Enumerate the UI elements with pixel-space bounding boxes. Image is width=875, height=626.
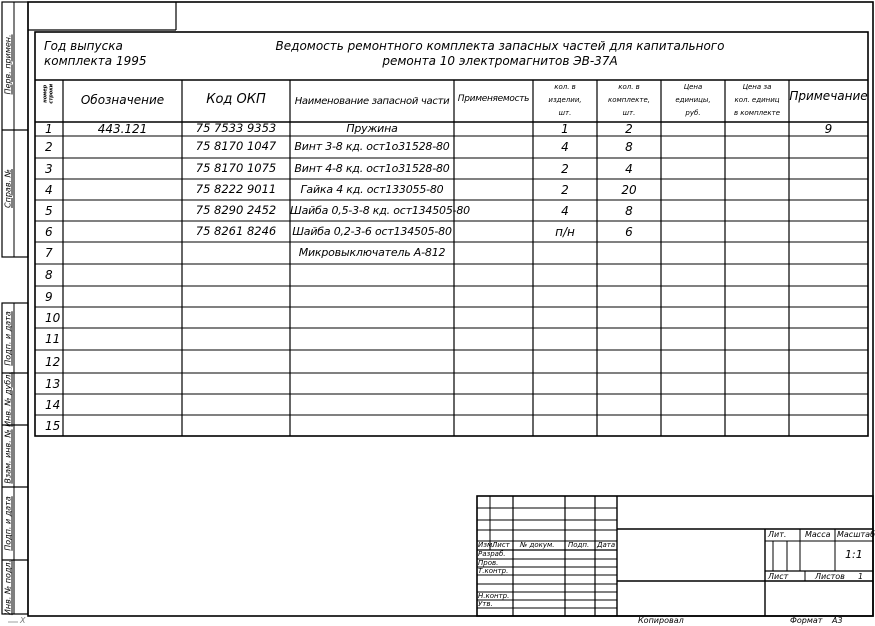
cell-name: Пружина: [346, 122, 398, 135]
tb-massa: Масса: [805, 530, 831, 539]
tb-razrab: Разраб.: [478, 550, 506, 558]
footer-format: Формат: [790, 616, 823, 625]
tb-scale-value: 1:1: [845, 548, 863, 561]
col-row-number: номер строки: [42, 83, 54, 104]
document-title-line1: Ведомость ремонтного комплекта запасных частей для капитального: [275, 39, 725, 53]
cell-n: 3: [45, 161, 53, 176]
cell-okp: 75 7533 9353: [195, 121, 277, 135]
cell-name: Винт 4-8 кд. ост1о31528-80: [294, 161, 450, 175]
strip-ref-number: Справ. №: [3, 169, 13, 208]
col-qty-product: кол. в изделии, шт.: [548, 83, 582, 117]
col-kit-price: Цена за кол. единиц в комплекте: [733, 83, 781, 117]
cell-name: Микровыключатель А-812: [298, 246, 446, 259]
cell-n: 9: [45, 289, 53, 304]
col-okp-code: Код ОКП: [206, 92, 266, 107]
cell-qty-product: 2: [561, 182, 569, 197]
tb-prov: Пров.: [478, 559, 499, 567]
cell-name: Шайба 0,2-3-6 ост134505-80: [292, 224, 452, 238]
strip-dup-inv: Инв. № дубл.: [3, 372, 13, 427]
cell-okp: 75 8290 2452: [195, 202, 277, 217]
cell-okp: 75 8222 9011: [195, 181, 277, 196]
tb-sheets: Листов: [815, 572, 845, 581]
strip-sign-date-1: Подп. и дата: [3, 311, 13, 366]
cell-n: 4: [45, 182, 53, 197]
tb-tkontr: Т.контр.: [478, 567, 509, 575]
col-part-name: Наименование запасной части: [294, 96, 450, 107]
tb-list: Лист: [492, 541, 510, 549]
cell-n: 1: [45, 122, 53, 136]
tb-izm: Изм.: [478, 541, 495, 549]
col-unit-price: Цена единицы, руб.: [675, 83, 711, 117]
tb-sheet: Лист: [768, 572, 789, 581]
cell-n: 12: [45, 354, 61, 369]
title-block-frame: [477, 496, 873, 616]
year-label-line1: Год выпуска: [44, 39, 123, 53]
footer-format-value: А3: [832, 616, 843, 625]
cell-okp: 75 8261 8246: [195, 223, 277, 238]
cell-n: 14: [45, 397, 61, 412]
tb-docnum: № докум.: [520, 541, 555, 549]
cell-qty-product: 4: [561, 203, 569, 218]
tb-utv: Утв.: [478, 600, 493, 608]
tb-sheets-value: 1: [858, 572, 864, 581]
document-title-line2: ремонта 10 электромагнитов ЭВ-37А: [382, 54, 618, 68]
tb-data: Дата: [597, 541, 616, 549]
cell-okp: 75 8170 1047: [195, 139, 277, 153]
corner-mark: X: [20, 616, 26, 625]
cell-n: 6: [45, 224, 53, 239]
strip-replace-inv: Взам. инв. №: [3, 429, 13, 484]
cell-name: Гайка 4 кд. ост133055-80: [300, 182, 444, 196]
cell-note: 9: [824, 122, 833, 136]
cell-okp: 75 8170 1075: [195, 160, 277, 175]
cell-n: 5: [45, 203, 53, 218]
col-note: Примечание: [789, 89, 868, 103]
cell-n: 8: [45, 268, 53, 282]
cell-qty-kit: 8: [625, 203, 633, 218]
cell-name: Шайба 0,5-3-8 кд. ост134505-80: [290, 203, 470, 217]
strip-orig-inv: Инв. № подл.: [3, 559, 13, 616]
cell-qty-product: 2: [561, 161, 569, 176]
cell-qty-kit: 2: [625, 122, 633, 136]
footer-kopiroval: Копировал: [638, 616, 684, 625]
col-qty-kit: кол. в комплекте, шт.: [608, 83, 650, 117]
strip-sign-date-2: Подп. и дата: [3, 496, 13, 551]
cell-qty-product: 4: [561, 140, 569, 154]
cell-n: 11: [45, 332, 61, 346]
cell-qty-kit: 6: [625, 224, 633, 239]
col-designation: Обозначение: [80, 93, 165, 107]
cell-n: 15: [45, 418, 61, 433]
cell-qty-product: 1: [561, 122, 569, 136]
cell-name: Винт 3-8 кд. ост1о31528-80: [294, 140, 450, 153]
cell-n: 13: [45, 376, 61, 391]
tb-podp: Подп.: [568, 541, 590, 549]
strip-first-use: Перв. примен.: [3, 34, 13, 95]
tb-masshtab: Масштаб: [837, 530, 875, 539]
cell-n: 2: [45, 140, 53, 154]
tb-nkontr: Н.контр.: [478, 592, 510, 600]
col-applicability: Применяемость: [457, 94, 530, 104]
cell-n: 7: [45, 246, 53, 260]
year-label-line2: комплекта 1995: [44, 54, 147, 68]
cell-qty-kit: 8: [625, 140, 633, 154]
tb-lit: Лит.: [768, 530, 787, 539]
cell-designation: 443.121: [97, 122, 148, 136]
cell-qty-kit: 4: [625, 161, 633, 176]
cell-qty-product: п/н: [555, 224, 575, 239]
cell-n: 10: [45, 310, 61, 325]
cell-qty-kit: 20: [621, 182, 637, 197]
